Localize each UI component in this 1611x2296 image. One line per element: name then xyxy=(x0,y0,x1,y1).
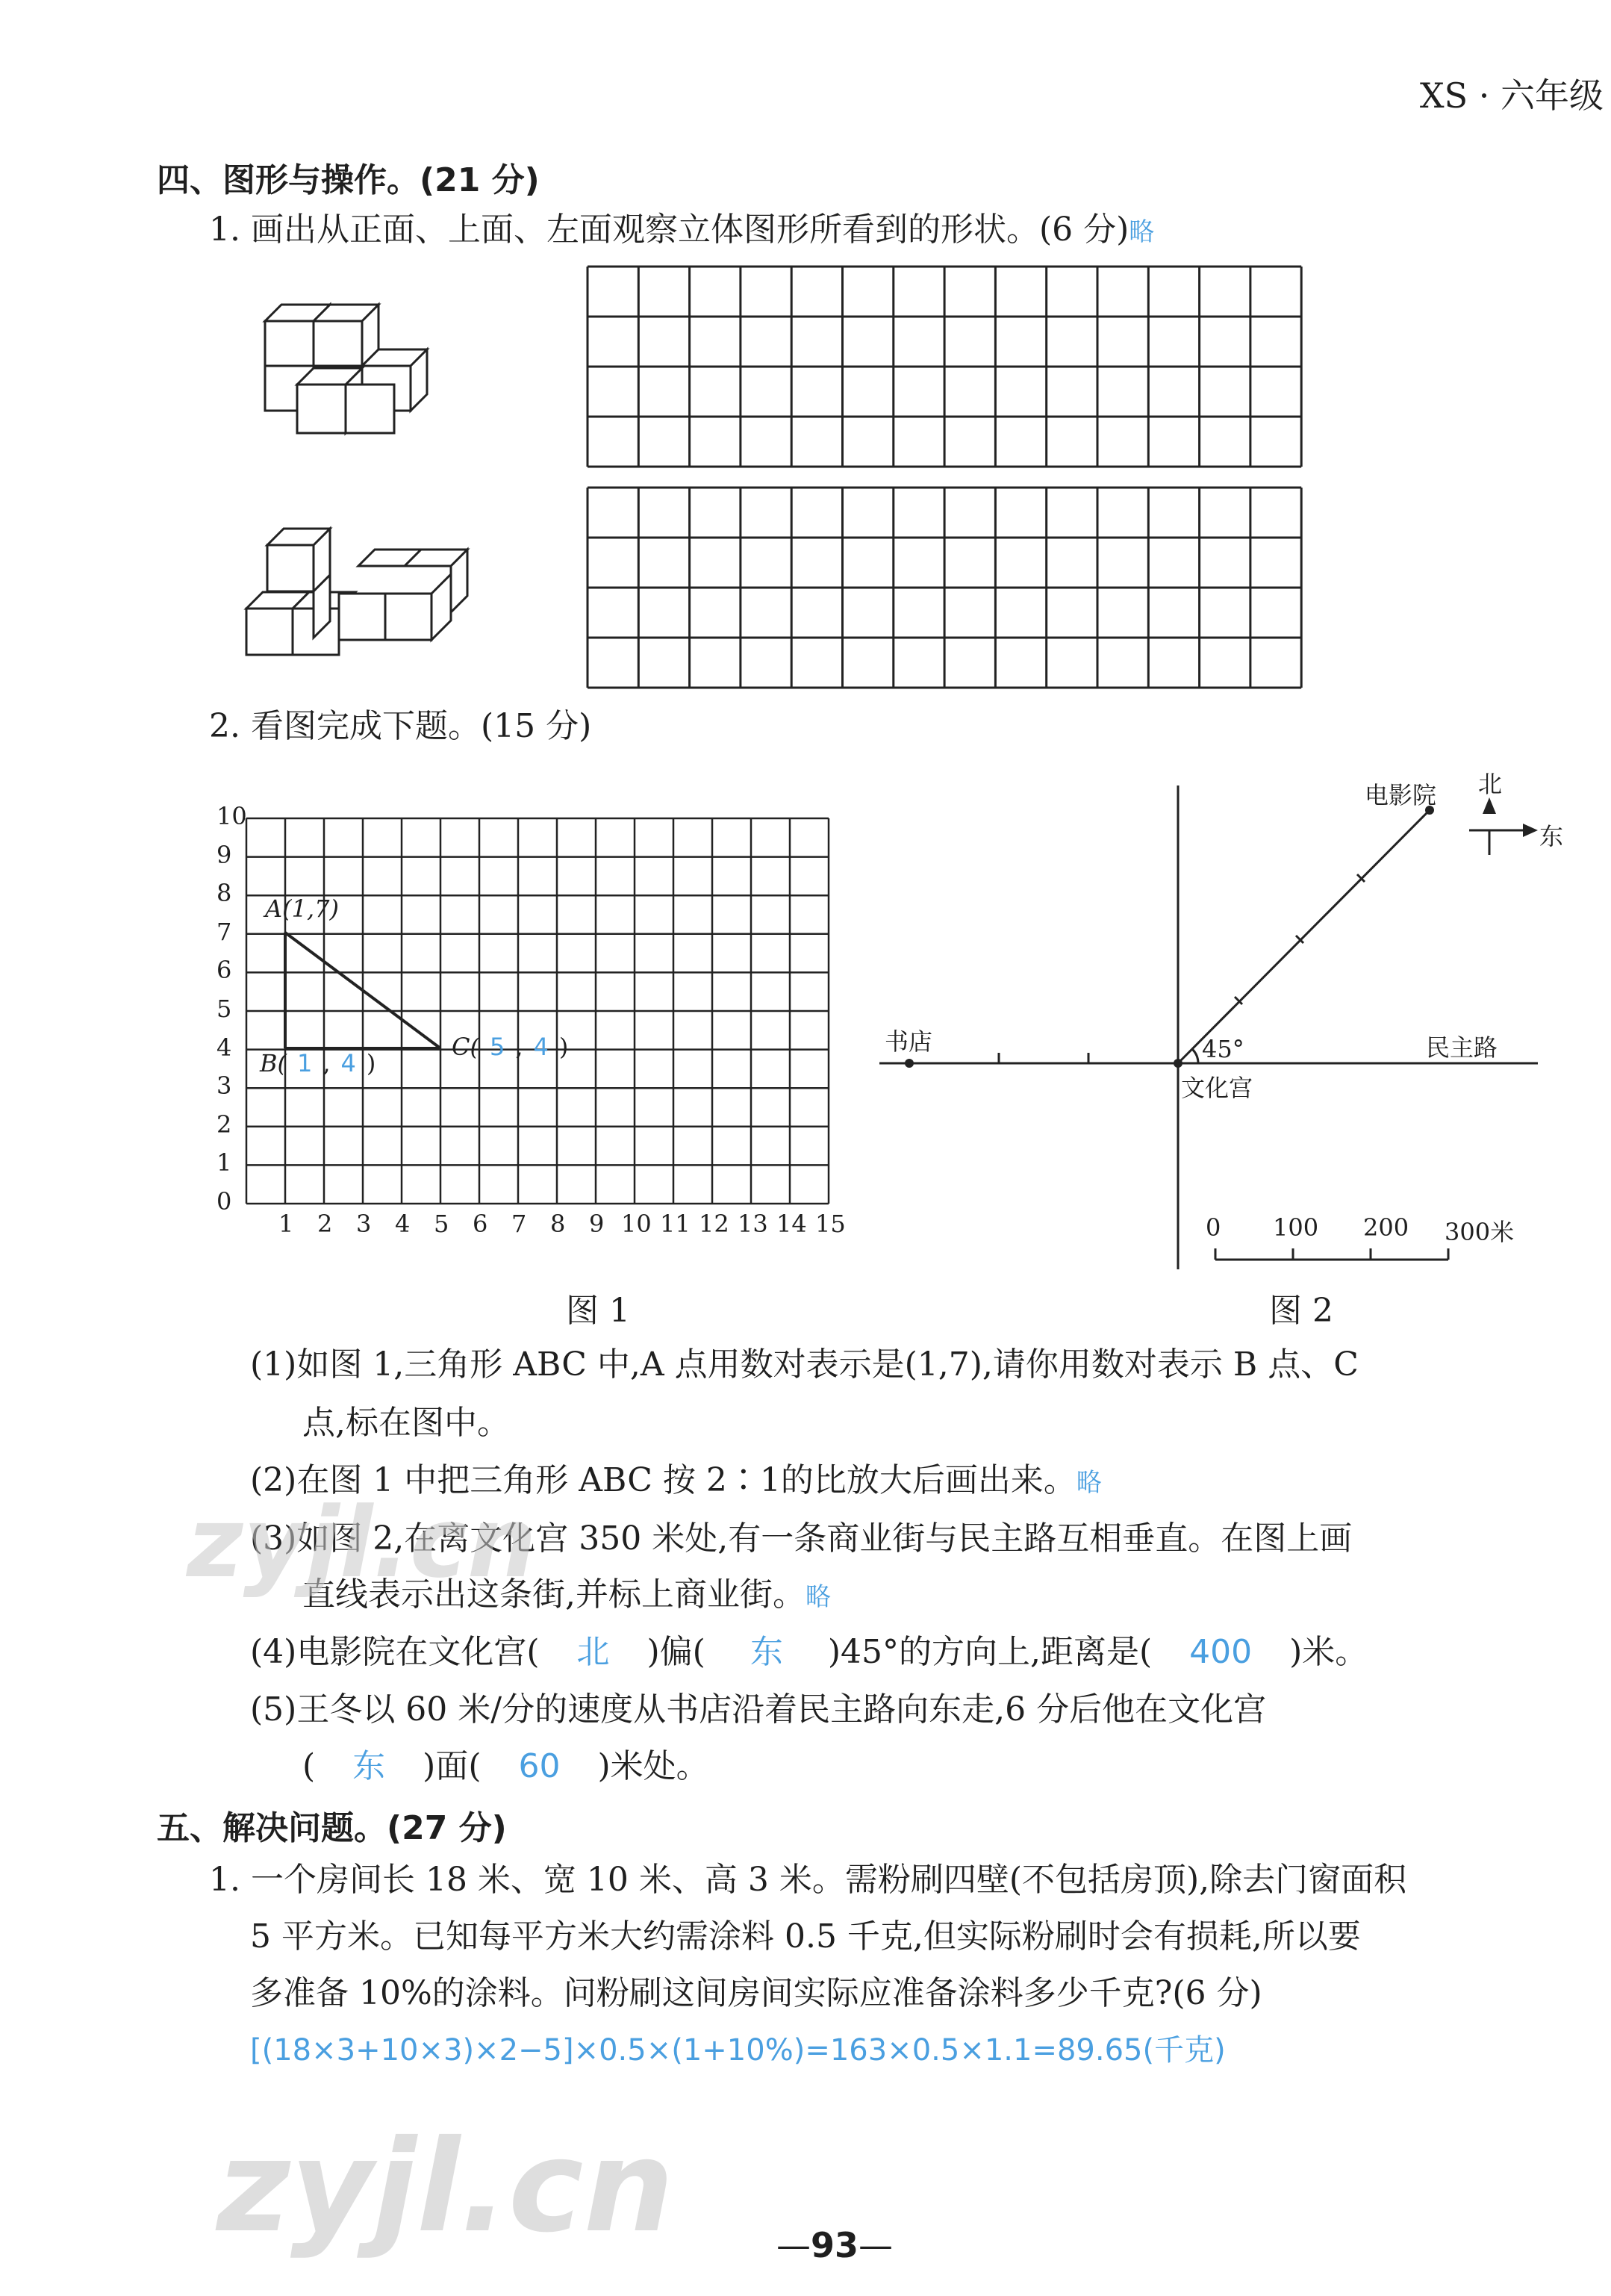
problem-1-answer: [(18×3+10×3)×2−5]×0.5×(1+10%)=163×0.5×1.1=89.65(千克) xyxy=(250,2033,1226,2068)
cube-figure-1 xyxy=(265,305,427,433)
section-five-title: 五、解决问题。(27 分) xyxy=(157,1809,507,1847)
fig1-y-tick: 10 xyxy=(216,802,247,830)
section-four-title: 四、图形与操作。(21 分) xyxy=(157,161,540,199)
fig1-x-tick: 9 xyxy=(589,1210,605,1238)
fig2-caption: 图 2 xyxy=(1269,1292,1333,1330)
fig1-x-tick: 3 xyxy=(356,1210,372,1238)
question-1-label: 1. 画出从正面、上面、左面观察立体图形所看到的形状。(6 分) xyxy=(209,211,1129,249)
sub-question-5-part3: )米处。 xyxy=(597,1747,709,1785)
sub-question-5-line2 xyxy=(302,1746,709,1788)
header-tag: XS · 六年级 xyxy=(1419,75,1604,116)
fig1-x-tick: 14 xyxy=(776,1210,807,1238)
point-b-prefix: B( xyxy=(260,1049,287,1077)
sub-question-1-line2: 点,标在图中。 xyxy=(302,1404,510,1442)
sub-question-2-answer: 略 xyxy=(1076,1468,1102,1498)
sub-question-3-answer: 略 xyxy=(806,1582,831,1612)
fig1-x-tick: 5 xyxy=(434,1210,449,1238)
fig1-y-tick: 8 xyxy=(216,879,232,908)
sub-question-2-text: (2)在图 1 中把三角形 ABC 按 2∶1的比放大后画出来。 xyxy=(250,1461,1076,1499)
fig1-y-tick: 5 xyxy=(216,995,232,1023)
scale-100: 100 xyxy=(1273,1213,1319,1242)
point-b-y-answer: 4 xyxy=(340,1049,356,1077)
fig1-x-tick: 8 xyxy=(550,1210,566,1238)
north-label: 北 xyxy=(1478,770,1503,798)
east-arrow-icon xyxy=(1523,824,1538,837)
problem-1-line3: 多准备 10%的涂料。问粉刷这间房间实际应准备涂料多少千克?(6 分) xyxy=(250,1974,1262,2012)
page-number-dash-left: — xyxy=(776,2225,811,2265)
fig1-x-tick: 10 xyxy=(621,1210,652,1238)
sub-question-3-text: 直线表示出这条街,并标上商业街。 xyxy=(302,1575,806,1614)
cube-figure-2 xyxy=(246,529,467,655)
fig1-x-tick: 12 xyxy=(699,1210,729,1238)
palace-point xyxy=(1174,1059,1182,1068)
sub-question-4-part1: (4)电影院在文化宫( xyxy=(250,1633,540,1671)
question-1-answer: 略 xyxy=(1129,217,1155,247)
empty-grid-2 xyxy=(588,488,1301,688)
east-label: 东 xyxy=(1539,822,1564,850)
fig1-x-tick: 6 xyxy=(473,1210,488,1238)
scale-0: 0 xyxy=(1206,1213,1221,1242)
fig1-y-tick: 9 xyxy=(216,840,232,869)
fig1-x-tick: 7 xyxy=(511,1210,527,1238)
sub-question-4-answer-east: 东 xyxy=(750,1633,783,1671)
fig1-x-tick: 15 xyxy=(815,1210,846,1238)
sub-question-4-answer-north: 北 xyxy=(576,1633,610,1671)
sub-question-4 xyxy=(250,1631,1368,1673)
point-c-comma: , xyxy=(515,1033,523,1061)
sub-question-5-answer-distance: 60 xyxy=(518,1747,561,1785)
fig1-y-tick: 6 xyxy=(216,956,232,985)
fig1-x-tick: 11 xyxy=(660,1210,691,1238)
fig1-y-tick: 4 xyxy=(216,1033,232,1062)
point-b-comma: , xyxy=(322,1049,331,1077)
point-c-x-answer: 5 xyxy=(489,1033,505,1061)
fig2-map xyxy=(879,785,1538,1269)
scale-300m: 300米 xyxy=(1445,1218,1515,1246)
fig1-x-tick: 4 xyxy=(395,1210,411,1238)
angle-label: 45° xyxy=(1202,1035,1244,1063)
cinema-direction-line xyxy=(1178,810,1430,1063)
sub-question-5-line1: (5)王冬以 60 米/分的速度从书店沿着民主路向东走,6 分后他在文化宫 xyxy=(250,1690,1267,1729)
road-label: 民主路 xyxy=(1426,1033,1498,1062)
point-b-x-answer: 1 xyxy=(297,1049,313,1077)
sub-question-4-part3: )45°的方向上,距离是( xyxy=(827,1633,1153,1671)
point-a-label: A(1,7) xyxy=(265,895,339,923)
fig1-y-tick: 1 xyxy=(216,1148,232,1177)
fig1-x-tick: 1 xyxy=(278,1210,294,1238)
sub-question-1-line1: (1)如图 1,三角形 ABC 中,A 点用数对表示是(1,7),请你用数对表示 B 点、C xyxy=(250,1345,1359,1384)
fig1-caption: 图 1 xyxy=(566,1292,630,1330)
problem-1-line2: 5 平方米。已知每平方米大约需涂料 0.5 千克,但实际粉刷时会有损耗,所以要 xyxy=(250,1917,1361,1956)
point-c-prefix: C( xyxy=(452,1033,479,1061)
north-arrow-icon xyxy=(1483,797,1496,814)
fig1-y-tick: 7 xyxy=(216,917,232,946)
cinema-label: 电影院 xyxy=(1365,781,1437,809)
problem-1-line1: 1. 一个房间长 18 米、宽 10 米、高 3 米。需粉刷四壁(不包括房顶),除去门窗面积 xyxy=(209,1861,1407,1899)
page-number-value: 93 xyxy=(811,2225,859,2265)
sub-question-4-part2: )偏( xyxy=(646,1633,705,1671)
point-c-y-answer: 4 xyxy=(533,1033,549,1061)
fig1-x-tick: 13 xyxy=(738,1210,768,1238)
page-number xyxy=(776,2225,893,2265)
bookstore-point xyxy=(905,1059,914,1068)
point-b-label xyxy=(260,1049,376,1077)
sub-question-5-part2: )面( xyxy=(423,1747,482,1785)
sub-question-5-answer-direction: 东 xyxy=(352,1747,386,1785)
point-c-suffix: ) xyxy=(558,1033,569,1061)
fig1-x-tick: 2 xyxy=(317,1210,333,1238)
point-c-label xyxy=(452,1033,568,1061)
fig1-y-tick: 0 xyxy=(216,1187,232,1216)
empty-grid-1 xyxy=(588,267,1301,467)
bookstore-label: 书店 xyxy=(885,1027,933,1056)
question-2-text: 2. 看图完成下题。(15 分) xyxy=(209,707,592,745)
sub-question-3-line1: (3)如图 2,在离文化宫 350 米处,有一条商业街与民主路互相垂直。在图上画 xyxy=(250,1519,1353,1558)
watermark-2: zyjl.cn xyxy=(216,2113,674,2261)
sub-question-4-part4: )米。 xyxy=(1289,1633,1368,1671)
watermark-1: zyjl.cn xyxy=(187,1486,537,1599)
fig1-y-tick: 3 xyxy=(216,1071,232,1101)
sub-question-5-part1: ( xyxy=(302,1747,316,1785)
fig1-y-tick: 2 xyxy=(216,1110,232,1139)
sub-question-4-answer-distance: 400 xyxy=(1189,1633,1253,1671)
point-b-suffix: ) xyxy=(366,1049,376,1077)
scale-200: 200 xyxy=(1363,1213,1409,1242)
page-number-dash-right: — xyxy=(859,2225,894,2265)
fig1-coordinate-grid xyxy=(246,818,829,1204)
palace-label: 文化宫 xyxy=(1181,1074,1253,1102)
